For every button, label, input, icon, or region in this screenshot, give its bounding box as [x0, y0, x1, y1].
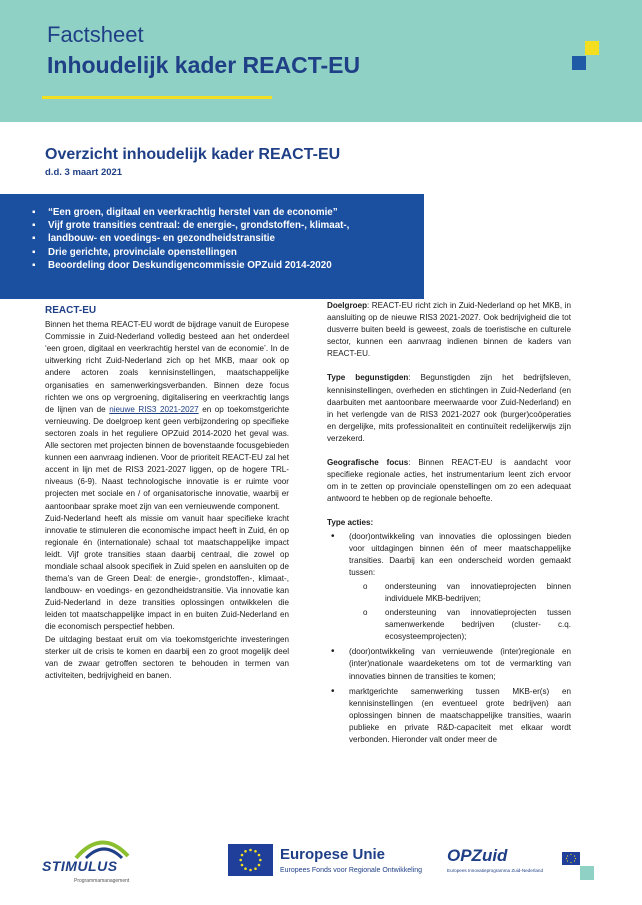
summary-banner — [0, 194, 424, 299]
eu-name: Europese Unie — [280, 846, 386, 863]
doc-kicker: Factsheet — [47, 22, 144, 47]
begunstigden-paragraph — [327, 372, 571, 445]
sub-list-item: o ondersteuning van innovatieprojecten binnen individuele MKB-bedrijven; — [349, 581, 571, 605]
summary-list — [30, 206, 424, 272]
eu-sub: Europees Fonds voor Regionale Ontwikkeling — [280, 867, 423, 874]
teal-square-icon — [580, 866, 594, 880]
left-column — [45, 305, 289, 682]
ris3-link[interactable]: nieuwe RIS3 2021-2027 — [109, 404, 199, 414]
title-underline — [42, 96, 272, 99]
overview-date: d.d. 3 maart 2021 — [45, 167, 123, 178]
paragraph-text: en op toekomstgerichte vernieuwing. De doelgroep kent geen verbijzondering op specifieke sectoren zoals in het reguliere OPZuid 2014-2020 het geval was. Alle sectoren met projecten binnen de bovenstaande focusgebieden kunnen een aanvraag indienen. Voor de prioriteit REACT-EU zal het accent in lijn met de RIS3 2021-2027 liggen, op de hogere TRL-niveaus (6-9). Naast technologische innovatie is er ruimte voor projecten met sociale en / of organisatorische innovatie, waarbij er aantoonbaar sprake moet zijn van een vernieuwende component. — [45, 404, 289, 511]
begunstigden-label: Type begunstigden — [327, 373, 409, 383]
summary-item: ▪ “Een groen, digitaal en veerkrachtig herstel van de economie” — [30, 206, 424, 219]
stimulus-sub: Programmamanagement — [74, 878, 130, 884]
sub-list-item: o ondersteuning van innovatieprojecten tussen samenwerkende bedrijven (cluster- c.q. ecosysteemprojecten); — [349, 607, 571, 643]
paragraph-text: : REACT-EU richt zich in Zuid-Nederland op het MKB, in aansluiting op de nieuwe RIS3 2021-2027. Ook bedrijvigheid die tot dusverre buiten beeld is geweest, zoals de toeristische en culturele sector, kunnen een aanvraag indienen binnen de kaders van REACT-EU. — [327, 301, 571, 359]
stimulus-arc-icon — [72, 836, 132, 860]
acties-list — [327, 531, 571, 747]
overview-title: Overzicht inhoudelijk kader REACT-EU — [45, 146, 341, 163]
list-item-text: (door)ontwikkeling van innovaties die oplossingen bieden voor uitdagingen binnen één of meer maatschappelijke transities. Daarbij kan een onderscheid worden gemaakt tussen: — [349, 531, 571, 577]
doc-title: Inhoudelijk kader REACT-EU — [47, 52, 361, 78]
eu-logo — [228, 844, 443, 884]
opzuid-sub: Europees Innovatieprogramma Zuid-Nederland — [447, 868, 544, 873]
right-column — [327, 300, 571, 749]
doelgroep-paragraph — [327, 300, 571, 360]
footer-logos — [0, 828, 642, 905]
summary-item: ▪ Drie gerichte, provinciale openstellingen — [30, 246, 424, 259]
acties-label-text: Type acties: — [327, 518, 374, 528]
paragraph-text: : Binnen REACT-EU is aandacht voor specifieke regionale acties, het instrumentarium leent zich ervoor om in te zetten op provinciale openstellingen om zo een adequaat antwoord te hebben op de regionale behoefte. — [327, 458, 571, 504]
stimulus-logo — [42, 836, 157, 894]
paragraph-text: Binnen het thema REACT-EU wordt de bijdrage vanuit de Europese Commissie in Zuid-Nederland volledig besteed aan het onderdeel ‘een groen, digitaal en veerkrachtig herstel van de economie’. In de uitwerking richt Zuid-Nederland zich op het MKB, maar ook op andere actoren zoals kennisinstellingen, maatschappelijke organisaties en samenwerkingsverbanden. Binnen deze focus richten we ons op vergroening, digitalisering en veerkrachtig langs de lijnen van de — [45, 320, 289, 414]
summary-item-continued: ▪ landbouw- en voedings- en gezondheidstransitie — [30, 232, 424, 245]
opzuid-logo — [447, 846, 597, 892]
summary-item: ▪ Beoordeling door Deskundigencommissie OPZuid 2014-2020 — [30, 259, 424, 272]
eu-flag-icon — [228, 844, 273, 876]
paragraph — [45, 319, 289, 513]
geo-label: Geografische focus — [327, 458, 409, 468]
list-item: • (door)ontwikkeling van vernieuwende (inter)regionale en (inter)nationale waardeketens om tot de vermarkting van innovaties binnen de transities te komen; — [327, 646, 571, 682]
yellow-square-icon — [585, 41, 599, 55]
paragraph-text: : Begunstigden zijn het bedrijfsleven, kennisinstellingen, overheden en stichtingen in Zuid-Nederland (en daarbuiten met aantoonbare meerwaarde voor Zuid-Nederland) en in het verlengde van de RIS3 2021-2027 ook (burger)coöperaties en dergelijke, mits professionaliteit en continuïteit redelijkerwijs zijn verzekerd. — [327, 373, 571, 443]
opzuid-name: OPZuid — [447, 846, 508, 865]
paragraph: Zuid-Nederland heeft als missie om vanuit haar specifieke kracht innovatie te stimuleren die economische impact heeft in Zuid, én op regionale én (internationale) schaal tot maatschappelijke impact leidt. Vijf grote transities staan daarbij centraal, die zowel op mondiale schaal alsook specifiek in Zuid spelen en aansluiten op de thema’s van de Green Deal: de energie-, grondstoffen-, klimaat-, landbouw- en voedings- en gezondheidstransitie. Via innovatie kan Zuid-Nederland in deze transities oplossingen ontwikkelen die leiden tot maatschappelijke impact in en buiten Zuid-Nederland en die economisch perspectief hebben. — [45, 513, 289, 632]
opzuid-flag-icon — [562, 852, 580, 865]
header-band — [0, 0, 642, 122]
acties-label — [327, 517, 571, 529]
summary-item: ▪ Vijf grote transities centraal: de energie-, grondstoffen-, klimaat-, — [30, 219, 424, 232]
section-heading: REACT-EU — [45, 305, 97, 316]
blue-square-icon — [572, 56, 586, 70]
list-item — [327, 531, 571, 644]
stimulus-name: STIMULUS — [42, 858, 118, 874]
list-item: • marktgerichte samenwerking tussen MKB-er(s) en kennisinstellingen (en eventueel grote bedrijven) aan oplossingen binnen de maatschappelijke transities, waarin publieke en private R&D-capaciteit met elkaar wordt verbonden. Hieronder valt onder meer de — [327, 686, 571, 746]
sub-list — [349, 581, 571, 643]
geo-paragraph — [327, 457, 571, 505]
doelgroep-label: Doelgroep — [327, 301, 368, 310]
paragraph: De uitdaging bestaat eruit om via toekomstgerichte investeringen sterker uit de crisis te komen en daarbij een zo groot mogelijk deel van de zwaar getroffen sectoren te behouden in termen van activiteiten, bedrijvigheid en banen. — [45, 634, 289, 680]
